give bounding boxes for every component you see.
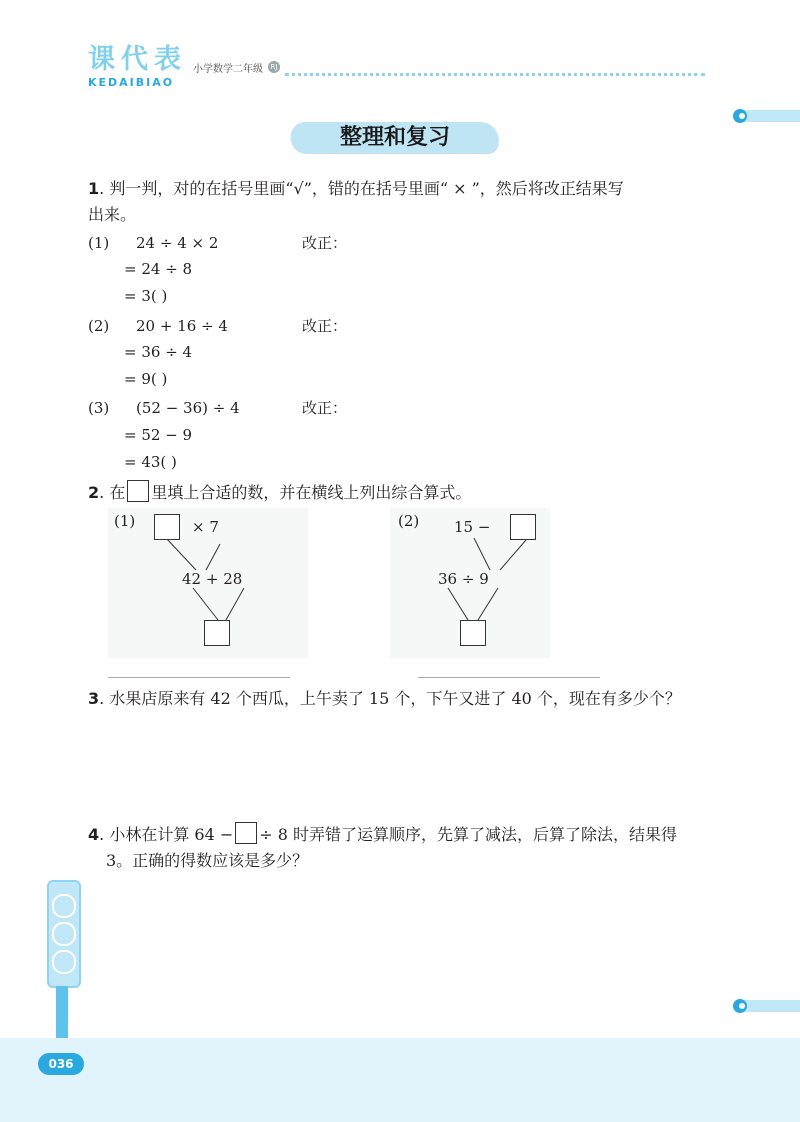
q1-item-expr: 24 ÷ 4 × 2 — [136, 234, 219, 252]
answer-line[interactable] — [418, 677, 600, 678]
inline-answer-box — [127, 480, 149, 502]
answer-box[interactable] — [510, 514, 536, 540]
light-circle-icon — [52, 950, 76, 974]
correction-label: 改正： — [302, 399, 348, 417]
correction-label: 改正： — [302, 234, 348, 252]
question-text: . 在 — [99, 483, 126, 502]
question-number: 2 — [88, 483, 100, 502]
q1-item-answer-bracket[interactable]: = 9( ) — [124, 370, 168, 388]
answer-box[interactable] — [154, 514, 180, 540]
question-1 — [88, 176, 728, 228]
q1-item-expr: 20 + 16 ÷ 4 — [136, 317, 228, 335]
tree-label: (2) — [398, 512, 420, 530]
tree-mid-expression: 42 + 28 — [182, 570, 243, 588]
page-title: 整理和复习 — [339, 125, 450, 150]
question-text-cont: 出来。 — [88, 205, 137, 224]
margin-dot-bottom-icon — [733, 999, 747, 1013]
light-circle-icon — [52, 922, 76, 946]
tree-top-expression: 15 − — [454, 518, 491, 536]
answer-box[interactable] — [460, 620, 486, 646]
calc-tree-1 — [108, 508, 308, 658]
q1-item-expr: (52 − 36) ÷ 4 — [136, 399, 240, 417]
q1-item-step: = 52 − 9 — [124, 426, 193, 444]
question-3 — [88, 686, 738, 712]
question-text: . 水果店原来有 42 个西瓜，上午卖了 15 个，下午又进了 40 个，现在有多少个？ — [99, 689, 681, 708]
question-text-cont: ÷ 8 时弄错了运算顺序，先算了减法，后算了除法，结果得 — [259, 825, 678, 844]
question-4 — [88, 822, 738, 874]
question-number: 1 — [88, 179, 100, 198]
correction-label: 改正： — [302, 317, 348, 335]
question-number: 4 — [88, 825, 100, 844]
q1-item-answer-bracket[interactable]: = 3( ) — [124, 287, 168, 305]
answer-space-q3[interactable] — [88, 716, 728, 816]
tree-mid-expression: 36 ÷ 9 — [438, 570, 489, 588]
grade-label: 小学数学二年级 — [193, 64, 263, 75]
q1-item-step: = 24 ÷ 8 — [124, 260, 193, 278]
calc-tree-2 — [390, 508, 550, 658]
question-2 — [88, 480, 728, 506]
page-footer — [0, 1038, 800, 1122]
answer-line[interactable] — [108, 677, 290, 678]
q1-item-answer-bracket[interactable]: = 43( ) — [124, 453, 177, 471]
light-circle-icon — [52, 894, 76, 918]
q1-item-label: (1) — [88, 234, 110, 252]
margin-dot-top-icon — [733, 109, 747, 123]
question-number: 3 — [88, 689, 100, 708]
traffic-light-pole — [56, 986, 68, 1038]
brand-logo: 课代表 — [88, 44, 187, 75]
question-text: . 小林在计算 64 − — [99, 825, 234, 844]
q1-item-step: = 36 ÷ 4 — [124, 343, 193, 361]
tree-operation: × 7 — [192, 518, 219, 536]
page-number: 036 — [38, 1053, 84, 1075]
brand-logo-en: KEDAIBIAO — [88, 76, 175, 89]
question-text-cont: 里填上合适的数，并在横线上列出综合算式。 — [151, 483, 472, 502]
traffic-light-icon — [47, 880, 81, 988]
tree-label: (1) — [114, 512, 136, 530]
answer-space-q4[interactable] — [88, 880, 728, 1020]
edition-badge: RJ — [268, 61, 280, 73]
section-title-banner — [290, 118, 500, 158]
answer-box[interactable] — [204, 620, 230, 646]
question-text-line2: 3。正确的得数应该是多少？ — [106, 851, 309, 870]
question-text: . 判一判，对的在括号里画“√”，错的在括号里画“ × ”，然后将改正结果写 — [99, 179, 624, 198]
q1-item-label: (2) — [88, 317, 110, 335]
inline-answer-box — [235, 822, 257, 844]
q1-item-label: (3) — [88, 399, 110, 417]
header-dotted-line — [285, 73, 705, 76]
